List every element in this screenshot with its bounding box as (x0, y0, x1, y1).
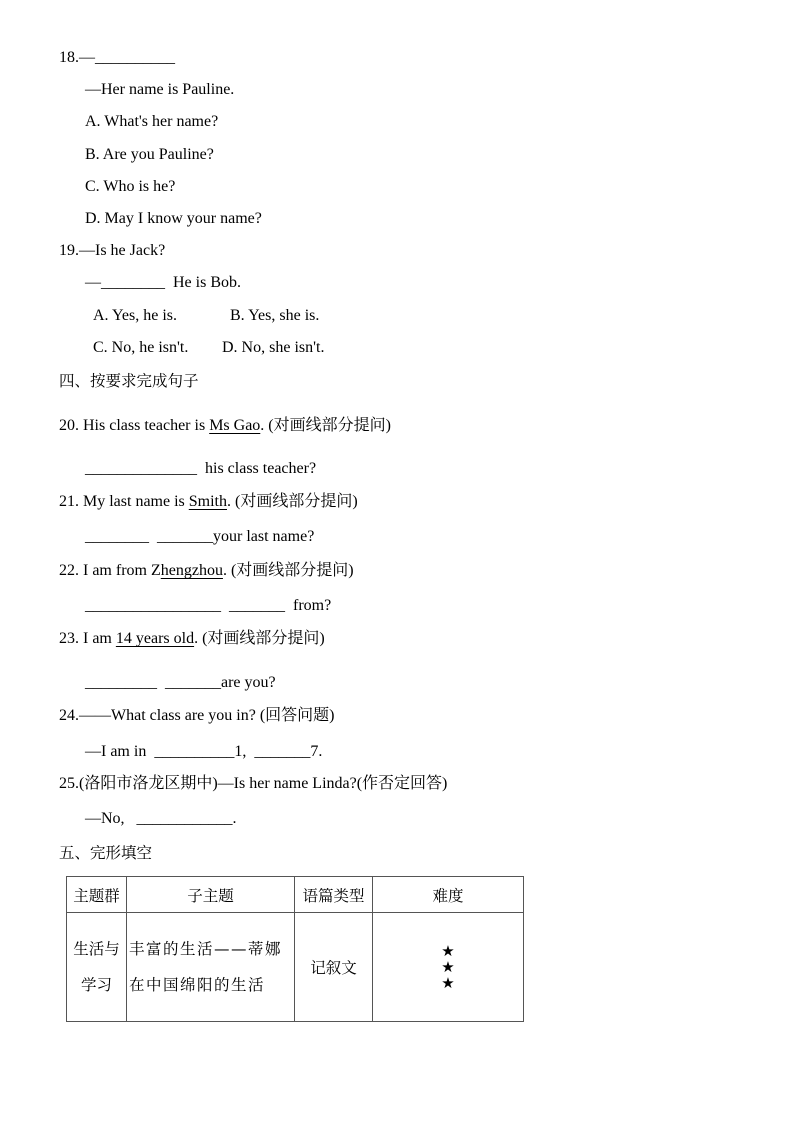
q22-stem: 22. I am from Zhengzhou. (对画线部分提问) (59, 562, 354, 579)
q21-underlined: Smith (188, 493, 227, 510)
q24-stem: 24.——What class are you in? (回答问题) (59, 707, 335, 724)
q19-option-b: B. Yes, she is. (230, 307, 320, 324)
q19-option-c: C. No, he isn't. (93, 339, 189, 356)
cell-text-type: 记叙文 (295, 913, 373, 1022)
q19-answer-line: —________ He is Bob. (85, 274, 241, 291)
q25-answer: —No, ____________. (85, 810, 237, 827)
subtopic-line-2: 在中国绵阳的生活 (129, 976, 266, 994)
cloze-info-table (66, 876, 524, 1022)
q22-answer: _________________ _______ from? (85, 597, 332, 614)
q18-option-c: C. Who is he? (85, 178, 176, 195)
header-subtopic: 子主题 (127, 877, 295, 913)
star-icon: ★ (441, 942, 455, 960)
q21-stem: 21. My last name is Smith. (对画线部分提问) (59, 493, 358, 510)
q24-answer: —I am in __________1, _______7. (85, 743, 323, 760)
q22-underlined: hengzhou (160, 562, 223, 579)
q20-stem: 20. His class teacher is Ms Gao. (对画线部分提问) (59, 417, 391, 434)
q21-answer: ________ _______your last name? (85, 528, 315, 545)
cell-subtopic (127, 913, 295, 1022)
q18-option-a: A. What's her name? (85, 113, 219, 130)
q19-stem: 19.—Is he Jack? (59, 242, 166, 259)
subtopic-line-1: 丰富的生活——蒂娜 (129, 940, 283, 958)
q23-stem: 23. I am 14 years old. (对画线部分提问) (59, 630, 325, 647)
header-theme-group: 主题群 (67, 877, 127, 913)
q18-option-b: B. Are you Pauline? (85, 146, 214, 163)
q23-answer: _________ _______are you? (85, 674, 276, 691)
q18-stem: 18.—__________ (59, 49, 175, 66)
star-icon: ★ (441, 958, 455, 976)
header-difficulty: 难度 (373, 877, 524, 913)
q19-option-a: A. Yes, he is. (93, 307, 178, 324)
q18-option-d: D. May I know your name? (85, 210, 262, 227)
section4-title: 四、按要求完成句子 (59, 372, 199, 390)
q20-answer: ______________ his class teacher? (85, 460, 317, 477)
q18-answer-line: —Her name is Pauline. (85, 81, 235, 98)
q20-underlined: Ms Gao (209, 417, 261, 434)
q25-stem: 25.(洛阳市洛龙区期中)—Is her name Linda?(作否定回答) (59, 775, 448, 792)
q23-underlined: 14 years old (115, 630, 195, 647)
header-text-type: 语篇类型 (295, 877, 373, 913)
cell-difficulty (373, 913, 524, 1022)
star-icon: ★ (441, 974, 455, 992)
q19-option-d: D. No, she isn't. (222, 339, 325, 356)
section5-title: 五、完形填空 (59, 844, 153, 862)
cell-theme-group: 生活与学习 (67, 913, 127, 1022)
